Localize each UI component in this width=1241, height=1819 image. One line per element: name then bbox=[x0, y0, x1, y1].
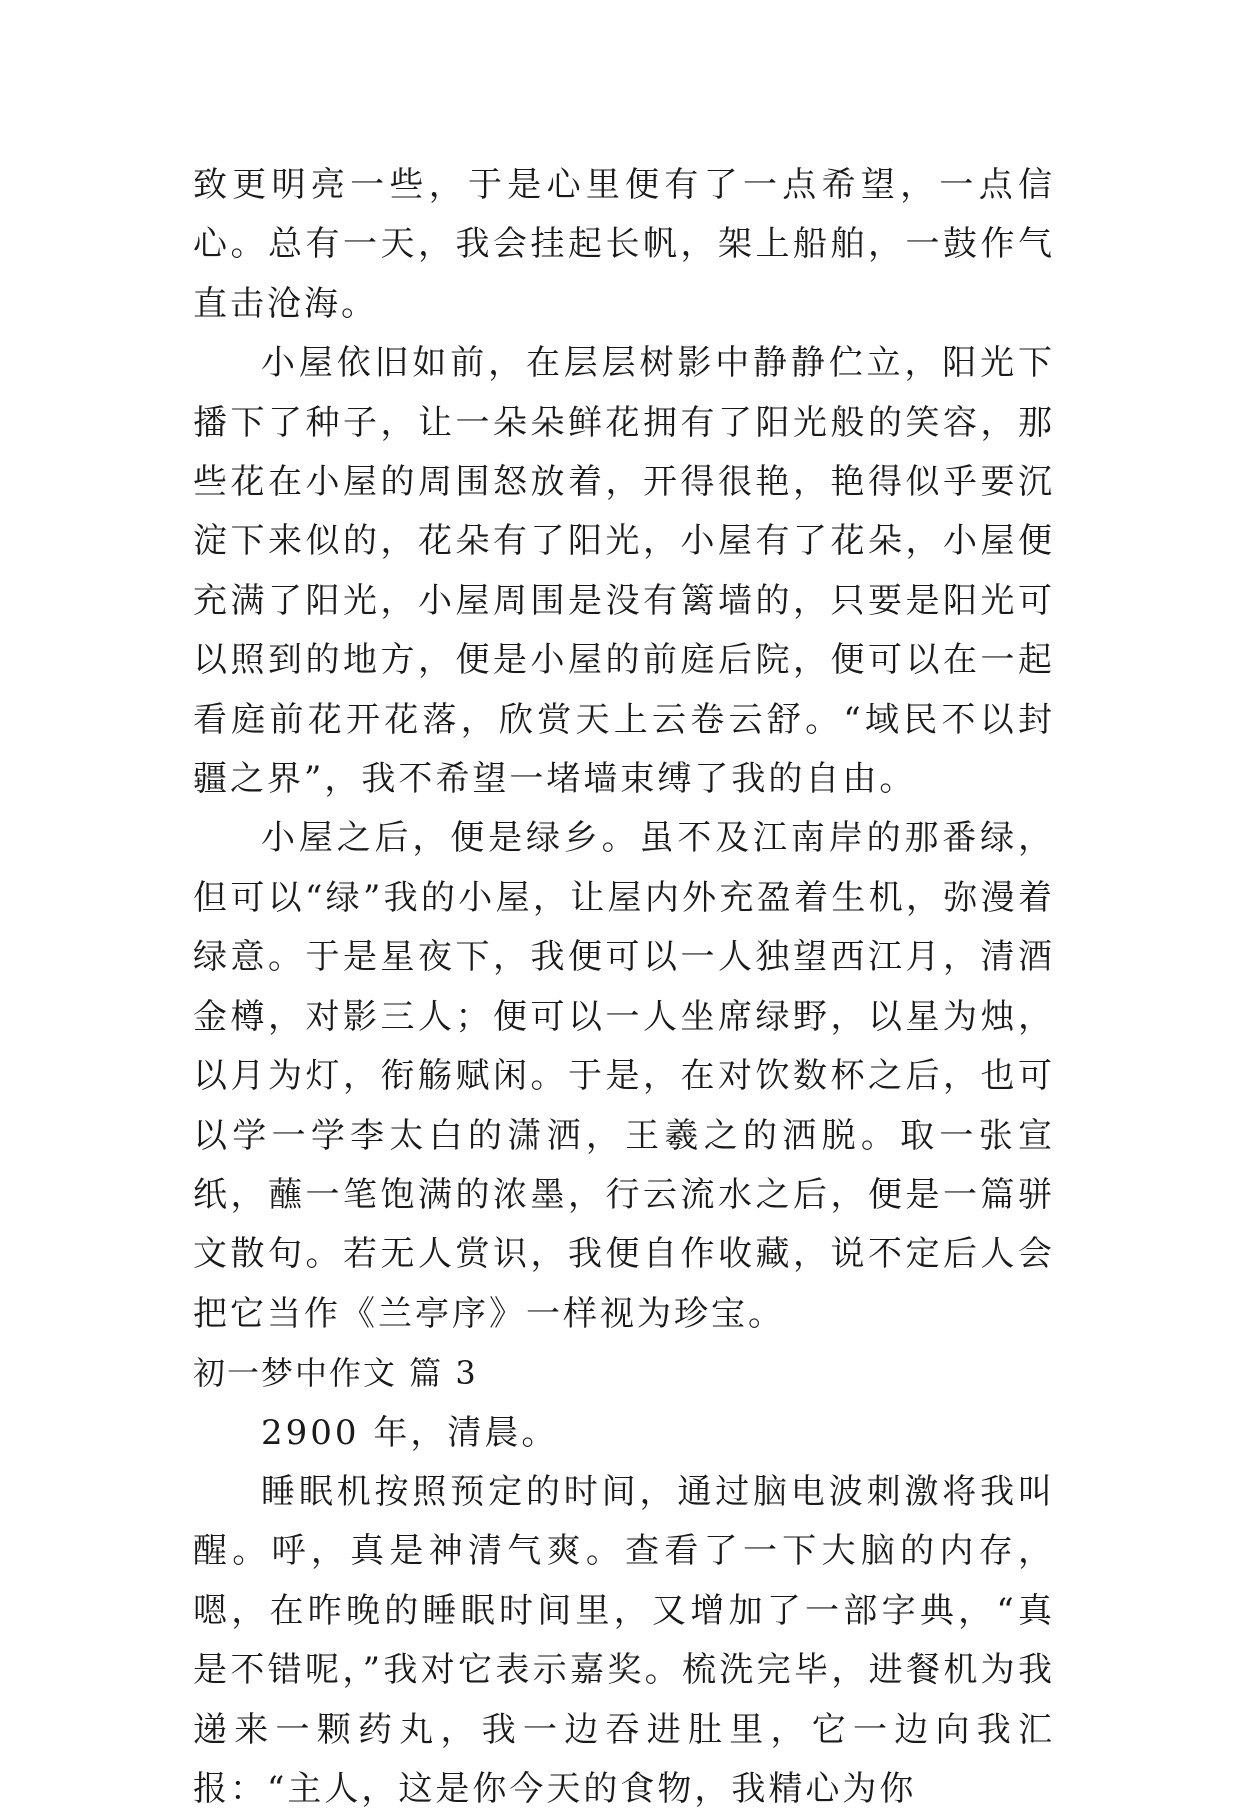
document-body bbox=[193, 156, 1055, 1819]
paragraph-sleep-machine: 睡眠机按照预定的时间，通过脑电波刺激将我叫醒。呼，真是神清气爽。查看了一下大脑的内存，嗯，在昨晚的睡眠时间里，又增加了一部字典，“真是不错呢，”我对它表示嘉奖。梳洗完毕，进餐机为我递来一颗药丸，我一边吞进肚里，它一边向我汇报：“主人，这是你今天的食物，我精心为你 bbox=[193, 1471, 1055, 1809]
paragraph-green-village: 小屋之后，便是绿乡。虽不及江南岸的那番绿，但可以“绿”我的小屋，让屋内外充盈着生机，弥漫着绿意。于是星夜下，我便可以一人独望西江月，清酒金樽，对影三人；便可以一人坐席绿野，以星为烛，以月为灯，衔觞赋闲。于是，在对饮数杯之后，也可以学一学李太白的潇洒，王羲之的洒脱。取一张宣纸，蘸一笔饱满的浓墨，行云流水之后，便是一篇骈文散句。若无人赏识，我便自作收藏，说不定后人会把它当作《兰亭序》一样视为珍宝。 bbox=[193, 818, 1055, 1334]
paragraph-continued: 致更明亮一些，于是心里便有了一点希望，一点信心。总有一天，我会挂起长帆，架上船舶，一鼓作气直击沧海。 bbox=[193, 165, 1055, 324]
paragraph-date: 2900 年，清晨。 bbox=[261, 1412, 559, 1453]
paragraph-cottage: 小屋依旧如前，在层层树影中静静伫立，阳光下播下了种子，让一朵朵鲜花拥有了阳光般的笑容，那些花在小屋的周围怒放着，开得很艳，艳得似乎要沉淀下来似的，花朵有了阳光，小屋有了花朵，小屋便充满了阳光，小屋周围是没有篱墙的，只要是阳光可以照到的地方，便是小屋的前庭后院，便可以在一起看庭前花开花落，欣赏天上云卷云舒。“域民不以封疆之界”，我不希望一堵墙束缚了我的自由。 bbox=[193, 343, 1055, 800]
section-heading: 初一梦中作文 篇 3 bbox=[193, 1354, 478, 1393]
